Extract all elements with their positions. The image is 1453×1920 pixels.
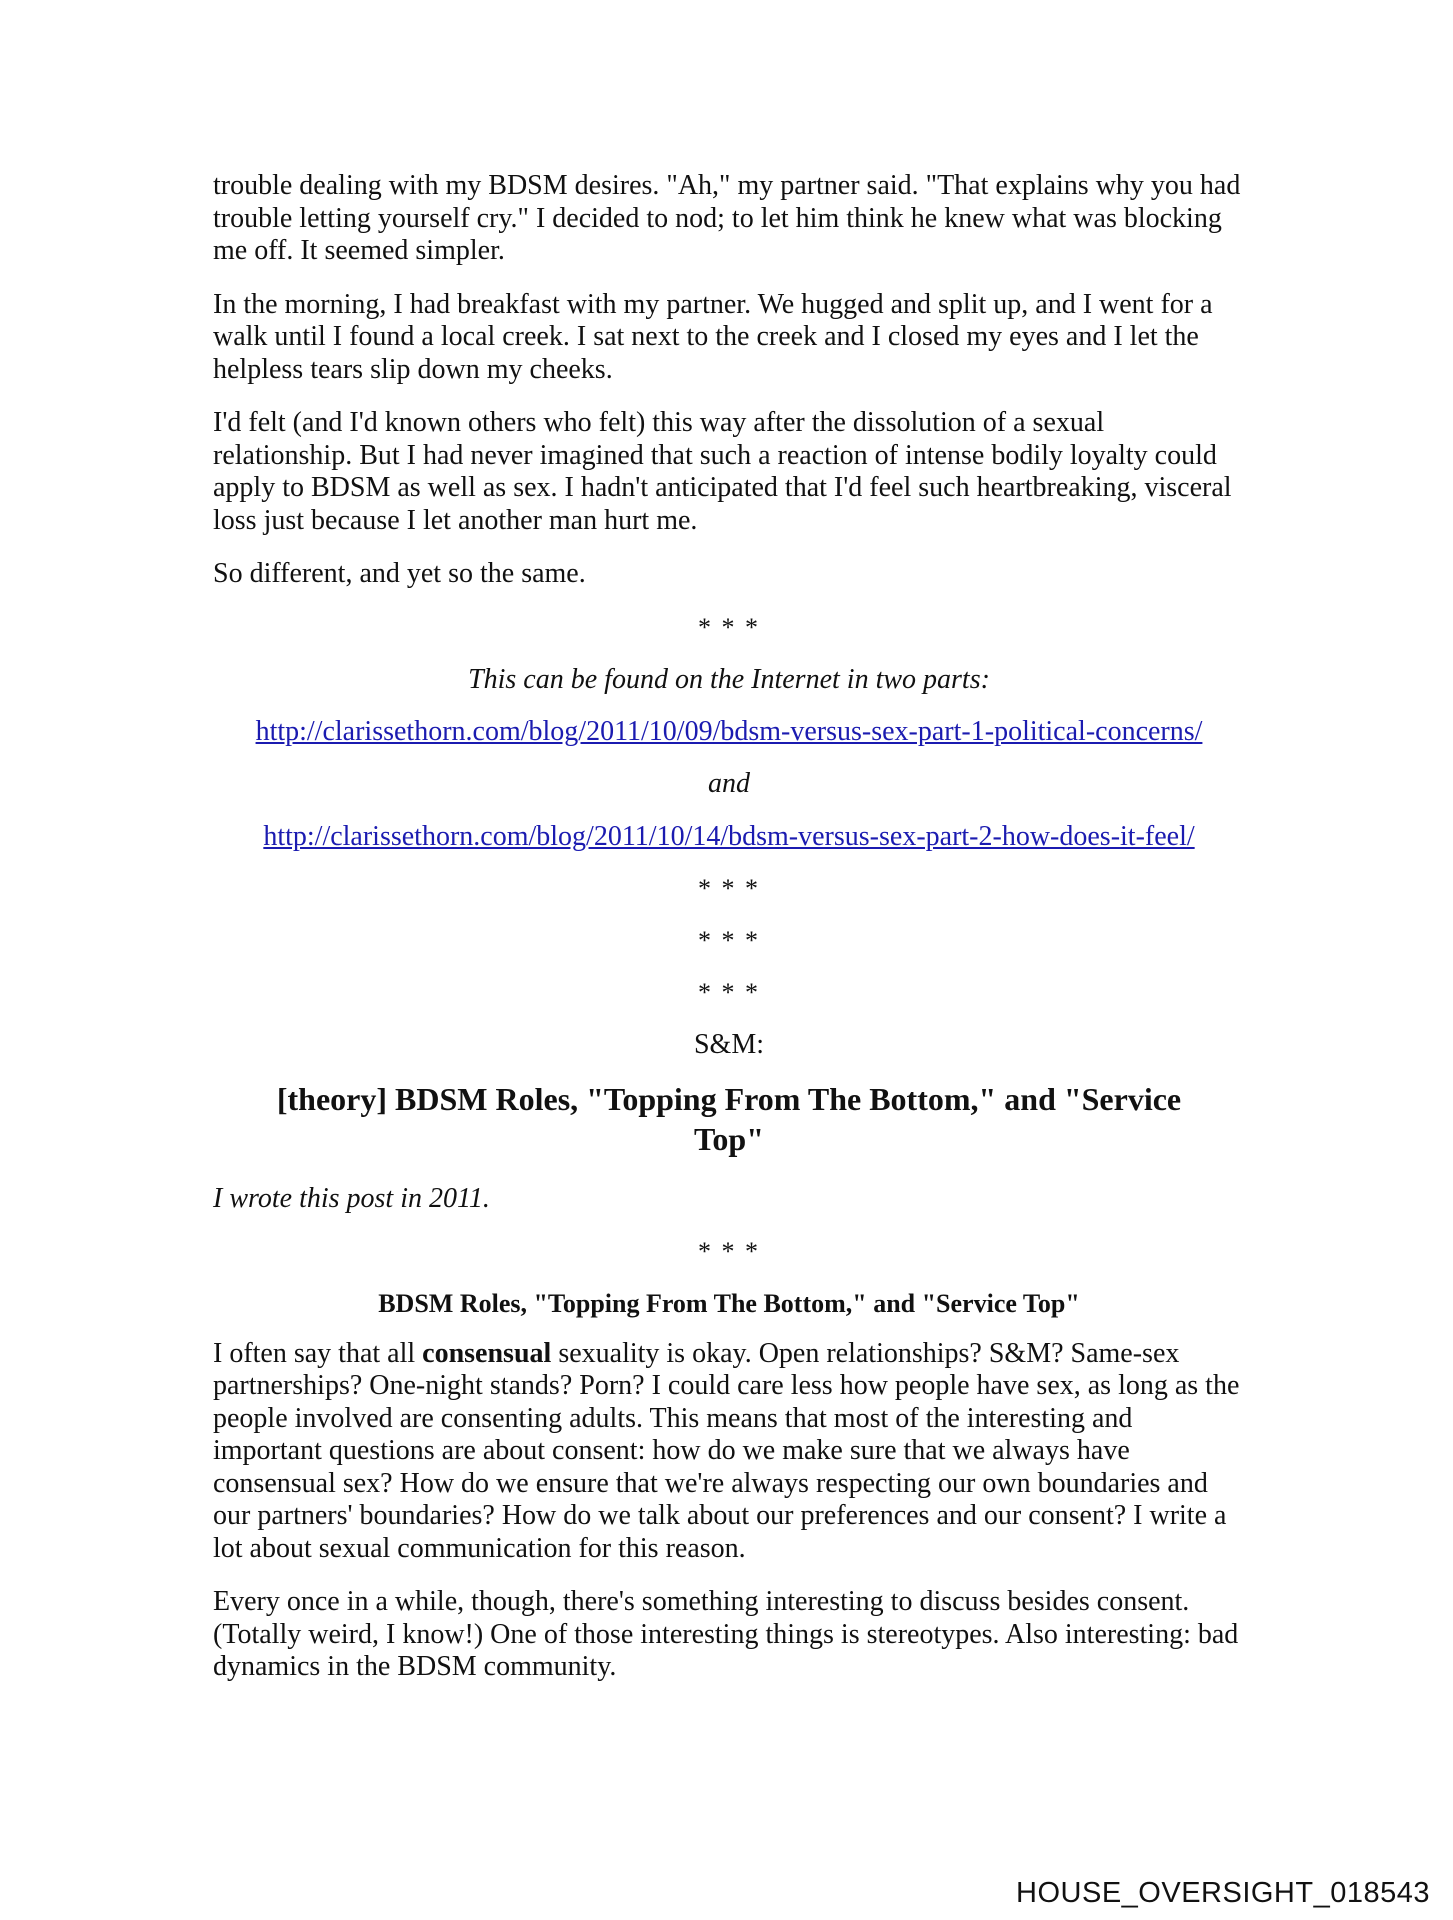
- link-part-1[interactable]: http://clarissethorn.com/blog/2011/10/09/bdsm-versus-sex-part-1-political-concerns/: [255, 716, 1203, 747]
- section-separator: * * *: [698, 977, 760, 1007]
- paragraph-1: trouble dealing with my BDSM desires. "Ah," my partner said. "That explains why you had trouble letting yourself cry." I decided to nod; to let him think he knew what was blocking me off. It seemed simpler.: [213, 170, 1241, 266]
- section-separator: * * *: [698, 925, 760, 955]
- chapter-title: [theory] BDSM Roles, "Topping From The Bottom," and "Service Top": [276, 1081, 1182, 1157]
- internet-note: This can be found on the Internet in two parts:: [468, 663, 990, 695]
- body-paragraph-1-emphasis: consensual: [422, 1337, 552, 1369]
- section-separator: * * *: [698, 873, 760, 903]
- body-paragraph-2: Every once in a while, though, there's something interesting to discuss besides consent. (Totally weird, I know!) One of those interesting things is stereotypes. Also interesting: bad dynamics in the BDSM community.: [213, 1586, 1239, 1682]
- body-paragraph-1: [213, 1338, 1245, 1566]
- body-paragraph-1-rest: sexuality is okay. Open relationships? S&M? Same-sex partnerships? One-night stands? Porn? I could care less how people have sex, as long as the people involved are consenting adults. This means that most of the interesting and important questions are about consent: how do we make sure that we always have consensual sex? How do we ensure that we're always respecting our own boundaries and our partners' boundaries? How do we talk about our preferences and our consent? I write a lot about sexual communication for this reason.: [213, 1337, 1240, 1564]
- section-separator: * * *: [698, 1236, 760, 1266]
- link-part-2[interactable]: http://clarissethorn.com/blog/2011/10/14/bdsm-versus-sex-part-2-how-does-it-feel/: [263, 820, 1195, 852]
- post-heading: BDSM Roles, "Topping From The Bottom," and "Service Top": [378, 1288, 1080, 1318]
- paragraph-3: I'd felt (and I'd known others who felt) this way after the dissolution of a sexual relationship. But I had never imagined that such a reaction of intense bodily loyalty could apply to BDSM as well as sex. I hadn't anticipated that I'd feel such heartbreaking, visceral loss just because I let another man hurt me.: [213, 407, 1232, 536]
- document-id: HOUSE_OVERSIGHT_018543: [1016, 1877, 1430, 1909]
- section-label: S&M:: [693, 1028, 765, 1060]
- chapter-note: I wrote this post in 2011.: [213, 1183, 490, 1214]
- section-separator: * * *: [698, 612, 760, 642]
- paragraph-4: So different, and yet so the same.: [213, 558, 586, 589]
- page-content: [213, 170, 1245, 1705]
- link-connector: and: [708, 768, 750, 799]
- body-paragraph-1-start: I often say that all: [213, 1337, 423, 1369]
- paragraph-2: In the morning, I had breakfast with my partner. We hugged and split up, and I went for a walk until I found a local creek. I sat next to the creek and I closed my eyes and I let the helpless tears slip down my cheeks.: [213, 288, 1213, 385]
